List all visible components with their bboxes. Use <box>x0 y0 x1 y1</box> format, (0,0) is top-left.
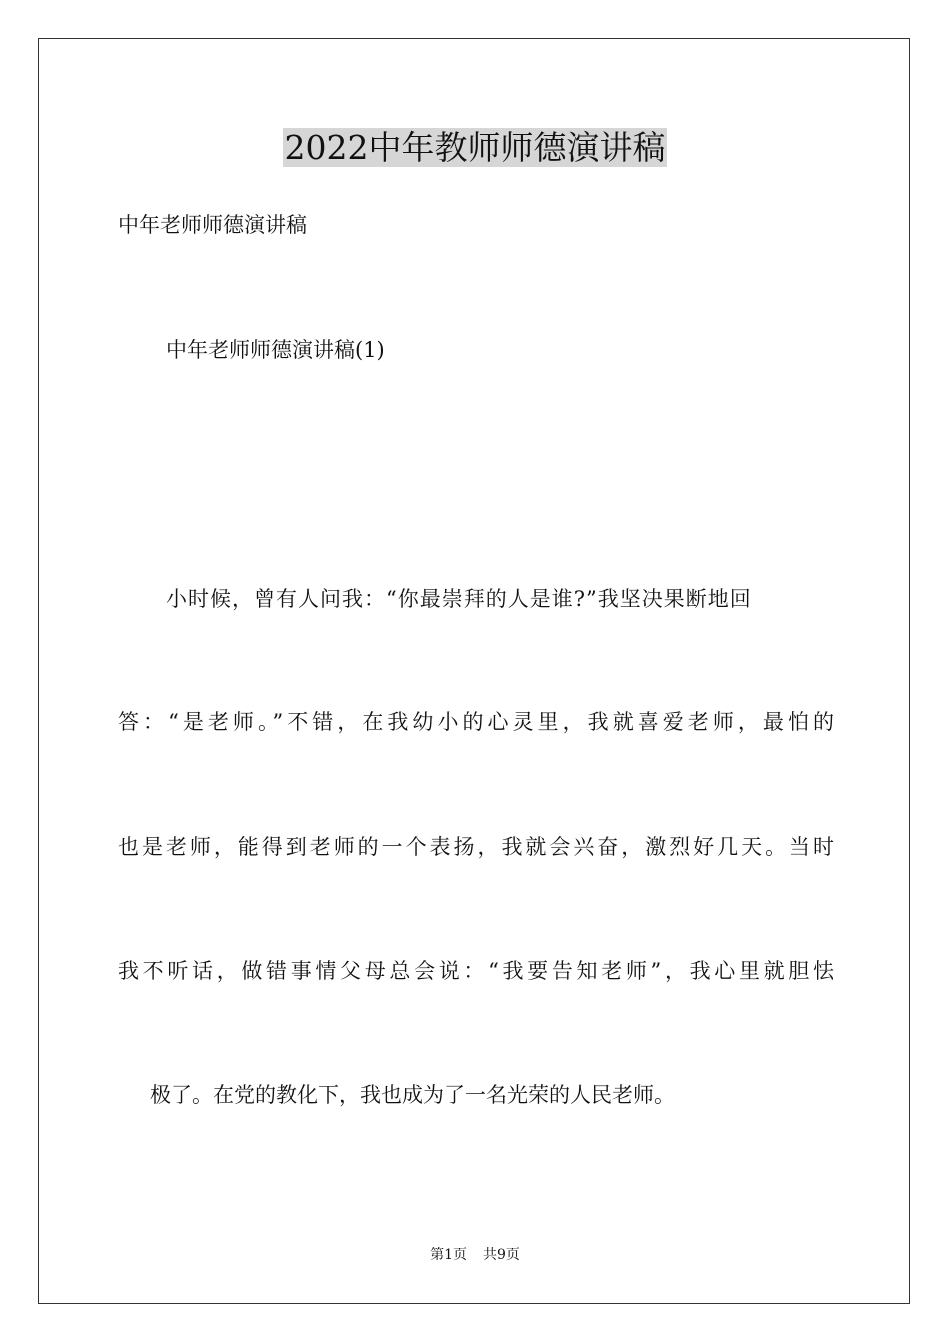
body-line-4: 我不听话，做错事情父母总会说：“我要告知老师”，我心里就胆怯 <box>118 959 834 983</box>
document-subtitle: 中年老师师德演讲稿 <box>118 213 307 237</box>
body-line-1: 小时候，曾有人问我：“你最崇拜的人是谁?”我坚决果断地回 <box>166 587 752 611</box>
body-line-2: 答：“是老师。”不错，在我幼小的心灵里，我就喜爱老师，最怕的 <box>118 710 834 734</box>
body-line-3: 也是老师，能得到老师的一个表扬，我就会兴奋，激烈好几天。当时 <box>118 835 834 859</box>
document-title-text: 2022中年教师师德演讲稿 <box>284 128 666 167</box>
section-heading: 中年老师师德演讲稿(1) <box>166 338 385 362</box>
page-number: 第1页 <box>430 1247 467 1263</box>
body-line-5: 极了。在党的教化下，我也成为了一名光荣的人民老师。 <box>150 1083 675 1107</box>
page-total: 共9页 <box>483 1247 520 1263</box>
document-title <box>0 128 950 168</box>
page-footer <box>0 1246 950 1264</box>
